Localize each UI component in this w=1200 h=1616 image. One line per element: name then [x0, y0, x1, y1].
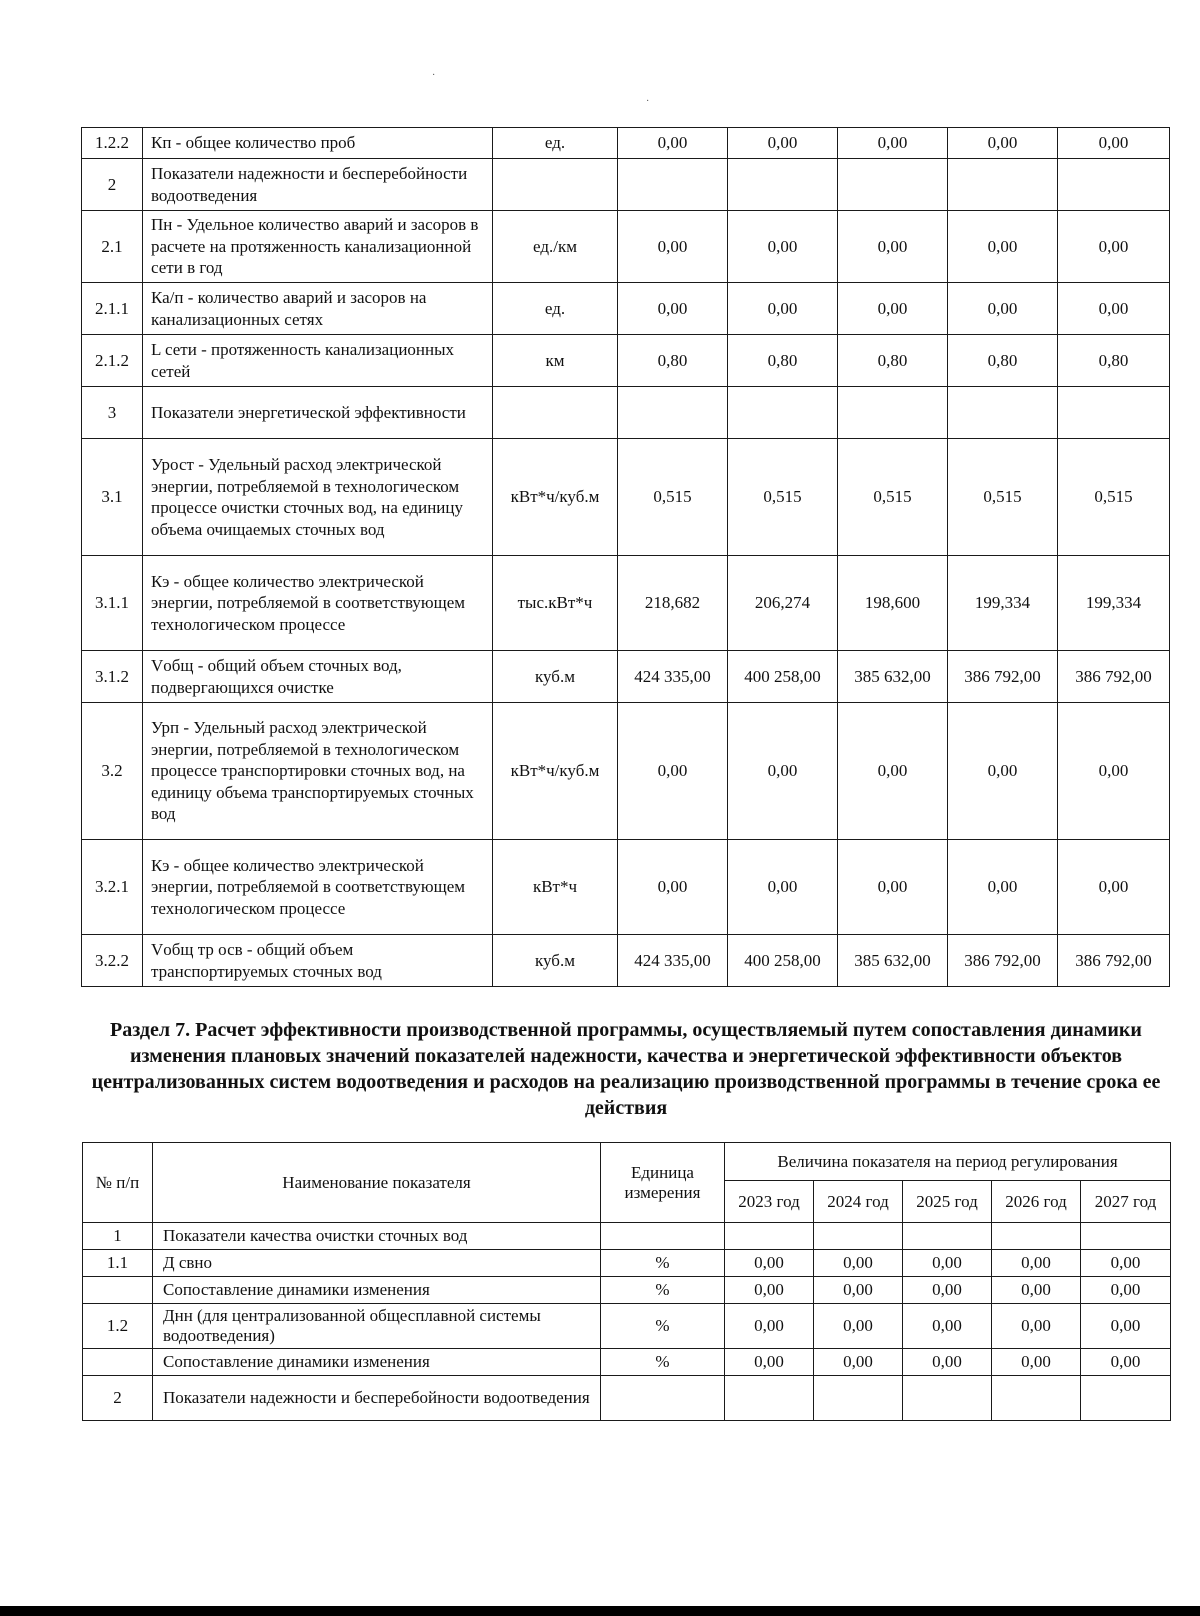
unit-cell [493, 159, 618, 211]
indicator-name: Показатели качества очистки сточных вод [153, 1223, 601, 1250]
indicator-name: Сопоставление динамики изменения [153, 1277, 601, 1304]
value-2024 [814, 1376, 903, 1421]
value-2024: 0,00 [728, 840, 838, 935]
row-number [83, 1349, 153, 1376]
header-year: 2025 год [903, 1181, 992, 1223]
table-row [82, 556, 1170, 651]
unit-cell: кВт*ч/куб.м [493, 703, 618, 840]
value-2024: 0,00 [728, 703, 838, 840]
unit-cell: ед. [493, 128, 618, 159]
indicator-name: Vобщ - общий объем сточных вод, подвергающихся очистке [143, 651, 493, 703]
row-number: 2 [82, 159, 143, 211]
value-2025: 0,80 [838, 335, 948, 387]
value-2027: 0,00 [1081, 1349, 1171, 1376]
value-2025: 198,600 [838, 556, 948, 651]
indicator-name: Урост - Удельный расход электрической энергии, потребляемой в технологическом процессе очистки сточных вод, на единицу объема очищаемых сточных вод [143, 439, 493, 556]
unit-cell: % [601, 1277, 725, 1304]
table-row [82, 387, 1170, 439]
unit-cell: км [493, 335, 618, 387]
row-number: 2.1.1 [82, 283, 143, 335]
scan-dot: · [646, 96, 650, 107]
value-2023: 0,00 [618, 283, 728, 335]
table-row [82, 439, 1170, 556]
value-2026 [948, 159, 1058, 211]
value-2025: 385 632,00 [838, 651, 948, 703]
indicator-name: Пн - Удельное количество аварий и засоров в расчете на протяженность канализационной сети в год [143, 211, 493, 283]
value-2023: 424 335,00 [618, 935, 728, 987]
value-2025: 0,00 [903, 1277, 992, 1304]
unit-cell: тыс.кВт*ч [493, 556, 618, 651]
header-year: 2027 год [1081, 1181, 1171, 1223]
row-number: 1.2.2 [82, 128, 143, 159]
value-2024: 0,00 [728, 283, 838, 335]
value-2027: 0,00 [1058, 128, 1170, 159]
unit-cell: % [601, 1349, 725, 1376]
unit-cell: % [601, 1250, 725, 1277]
row-number [83, 1277, 153, 1304]
value-2027 [1058, 387, 1170, 439]
table-row [83, 1223, 1171, 1250]
value-2023 [725, 1223, 814, 1250]
value-2023 [618, 159, 728, 211]
unit-cell: кВт*ч [493, 840, 618, 935]
table-row [82, 651, 1170, 703]
value-2026: 199,334 [948, 556, 1058, 651]
value-2026: 0,00 [992, 1277, 1081, 1304]
value-2026: 0,515 [948, 439, 1058, 556]
value-2027 [1058, 159, 1170, 211]
row-number: 1.2 [83, 1304, 153, 1349]
unit-cell: куб.м [493, 651, 618, 703]
value-2023: 0,00 [618, 703, 728, 840]
unit-cell: ед./км [493, 211, 618, 283]
value-2023: 0,00 [725, 1250, 814, 1277]
value-2027 [1081, 1223, 1171, 1250]
value-2027: 386 792,00 [1058, 651, 1170, 703]
table-row [82, 159, 1170, 211]
table-row [82, 283, 1170, 335]
indicator-name: Показатели надежности и бесперебойности водоотведения [143, 159, 493, 211]
value-2023: 424 335,00 [618, 651, 728, 703]
value-2024: 400 258,00 [728, 651, 838, 703]
table-row [82, 935, 1170, 987]
table-row [83, 1277, 1171, 1304]
indicator-name: Урп - Удельный расход электрической энергии, потребляемой в технологическом процессе транспортировки сточных вод, на единицу объема транспортируемых сточных вод [143, 703, 493, 840]
value-2024 [728, 387, 838, 439]
value-2027 [1081, 1376, 1171, 1421]
efficiency-table [82, 1142, 1171, 1421]
value-2024 [814, 1223, 903, 1250]
value-2026: 0,80 [948, 335, 1058, 387]
indicator-name: Показатели надежности и бесперебойности водоотведения [153, 1376, 601, 1421]
value-2027: 386 792,00 [1058, 935, 1170, 987]
row-number: 3.1 [82, 439, 143, 556]
section-7-title: Раздел 7. Расчет эффективности производственной программы, осуществляемый путем сопоставления динамики изменения плановых значений показателей надежности, качества и энергетической эффективности объектов централизованных систем водоотведения и расходов на реализацию производственной программы в течение срока ее действия [91, 1019, 1161, 1119]
value-2025 [838, 159, 948, 211]
value-2025: 0,515 [838, 439, 948, 556]
table-row [82, 335, 1170, 387]
value-2026 [948, 387, 1058, 439]
indicator-name: Сопоставление динамики изменения [153, 1349, 601, 1376]
table-row [82, 703, 1170, 840]
row-number: 1.1 [83, 1250, 153, 1277]
value-2026: 0,00 [948, 703, 1058, 840]
indicator-name: Ка/п - количество аварий и засоров на канализационных сетях [143, 283, 493, 335]
table-row [83, 1304, 1171, 1349]
value-2025 [838, 387, 948, 439]
value-2024: 0,00 [728, 128, 838, 159]
value-2027: 0,00 [1058, 703, 1170, 840]
value-2023: 0,00 [725, 1304, 814, 1349]
row-number: 3 [82, 387, 143, 439]
unit-cell: % [601, 1304, 725, 1349]
indicator-name: Кп - общее количество проб [143, 128, 493, 159]
row-number: 3.2 [82, 703, 143, 840]
value-2027: 0,00 [1058, 840, 1170, 935]
value-2025 [903, 1376, 992, 1421]
scan-dot: · [432, 70, 436, 81]
header-year: 2026 год [992, 1181, 1081, 1223]
unit-cell [601, 1223, 725, 1250]
indicator-name: Показатели энергетической эффективности [143, 387, 493, 439]
header-num: № п/п [83, 1143, 153, 1223]
value-2027: 0,00 [1058, 283, 1170, 335]
scan-edge-bar [0, 1606, 1200, 1616]
value-2027: 0,00 [1081, 1277, 1171, 1304]
indicator-name: L сети - протяженность канализационных сетей [143, 335, 493, 387]
value-2026 [992, 1376, 1081, 1421]
table-row [82, 211, 1170, 283]
value-2024: 0,00 [814, 1277, 903, 1304]
row-number: 3.1.1 [82, 556, 143, 651]
value-2024: 0,00 [814, 1304, 903, 1349]
value-2027: 0,00 [1081, 1304, 1171, 1349]
row-number: 3.2.1 [82, 840, 143, 935]
row-number: 2.1.2 [82, 335, 143, 387]
unit-cell: куб.м [493, 935, 618, 987]
table-row [83, 1250, 1171, 1277]
value-2024: 0,515 [728, 439, 838, 556]
value-2026: 0,00 [992, 1349, 1081, 1376]
value-2025: 385 632,00 [838, 935, 948, 987]
header-period: Величина показателя на период регулирования [725, 1143, 1171, 1181]
value-2023: 0,00 [725, 1349, 814, 1376]
value-2023: 0,00 [618, 128, 728, 159]
value-2027: 0,80 [1058, 335, 1170, 387]
value-2027: 199,334 [1058, 556, 1170, 651]
value-2023: 0,515 [618, 439, 728, 556]
indicator-name: Кэ - общее количество электрической энергии, потребляемой в соответствующем технологическом процессе [143, 556, 493, 651]
value-2025: 0,00 [903, 1304, 992, 1349]
value-2026: 0,00 [948, 283, 1058, 335]
value-2025: 0,00 [838, 283, 948, 335]
table-row [82, 840, 1170, 935]
value-2025: 0,00 [838, 840, 948, 935]
row-number: 2 [83, 1376, 153, 1421]
value-2024: 0,00 [814, 1250, 903, 1277]
value-2023 [618, 387, 728, 439]
value-2025: 0,00 [903, 1349, 992, 1376]
value-2024: 400 258,00 [728, 935, 838, 987]
row-number: 1 [83, 1223, 153, 1250]
indicators-table-continued [81, 127, 1170, 987]
value-2025 [903, 1223, 992, 1250]
value-2025: 0,00 [838, 703, 948, 840]
value-2023 [725, 1376, 814, 1421]
row-number: 2.1 [82, 211, 143, 283]
value-2024: 206,274 [728, 556, 838, 651]
value-2023: 218,682 [618, 556, 728, 651]
value-2024: 0,00 [814, 1349, 903, 1376]
header-name: Наименование показателя [153, 1143, 601, 1223]
value-2025: 0,00 [903, 1250, 992, 1277]
unit-cell: кВт*ч/куб.м [493, 439, 618, 556]
value-2026: 0,00 [948, 128, 1058, 159]
value-2024: 0,80 [728, 335, 838, 387]
value-2023: 0,00 [725, 1277, 814, 1304]
value-2026 [992, 1223, 1081, 1250]
indicator-name: Vобщ тр осв - общий объем транспортируемых сточных вод [143, 935, 493, 987]
row-number: 3.2.2 [82, 935, 143, 987]
value-2023: 0,80 [618, 335, 728, 387]
value-2025: 0,00 [838, 211, 948, 283]
value-2025: 0,00 [838, 128, 948, 159]
unit-cell: ед. [493, 283, 618, 335]
indicator-name: Днн (для централизованной общесплавной системы водоотведения) [153, 1304, 601, 1349]
value-2024 [728, 159, 838, 211]
table-header-row [83, 1143, 1171, 1181]
value-2026: 0,00 [948, 211, 1058, 283]
value-2023: 0,00 [618, 211, 728, 283]
unit-cell [601, 1376, 725, 1421]
value-2026: 386 792,00 [948, 935, 1058, 987]
value-2026: 0,00 [992, 1250, 1081, 1277]
value-2023: 0,00 [618, 840, 728, 935]
table-row [83, 1376, 1171, 1421]
value-2027: 0,00 [1058, 211, 1170, 283]
header-year: 2023 год [725, 1181, 814, 1223]
value-2027: 0,515 [1058, 439, 1170, 556]
indicator-name: Д свно [153, 1250, 601, 1277]
header-unit: Единица измерения [601, 1143, 725, 1223]
table-row [83, 1349, 1171, 1376]
value-2026: 386 792,00 [948, 651, 1058, 703]
table-row [82, 128, 1170, 159]
value-2024: 0,00 [728, 211, 838, 283]
value-2026: 0,00 [948, 840, 1058, 935]
header-year: 2024 год [814, 1181, 903, 1223]
unit-cell [493, 387, 618, 439]
row-number: 3.1.2 [82, 651, 143, 703]
value-2027: 0,00 [1081, 1250, 1171, 1277]
value-2026: 0,00 [992, 1304, 1081, 1349]
indicator-name: Кэ - общее количество электрической энергии, потребляемой в соответствующем технологическом процессе [143, 840, 493, 935]
